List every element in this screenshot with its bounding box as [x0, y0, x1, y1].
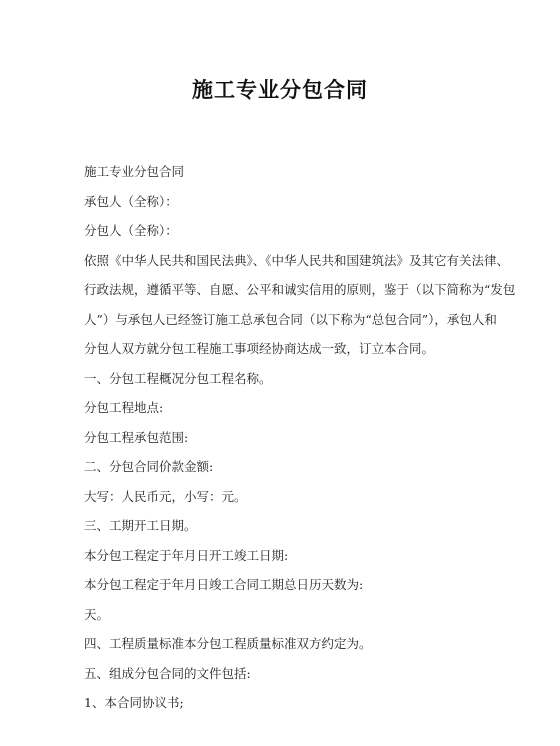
section-4-heading: 四、工程质量标准本分包工程质量标准双方约定为。	[84, 636, 372, 651]
section-5-item-1: 1、本合同协议书;	[84, 695, 184, 710]
document-body	[84, 157, 516, 718]
section-1-heading: 一、分包工程概况分包工程名称。	[84, 370, 272, 386]
document-title: 施工专业分包合同	[192, 77, 368, 102]
intro-line: 分包人双方就分包工程施工事项经协商达成一致，订立本合同。	[84, 341, 435, 356]
intro-line: 行政法规，遵循平等、自愿、公平和诚实信用的原则，鉴于（以下简称为“发包	[84, 282, 516, 297]
intro-paragraph	[84, 246, 516, 364]
section-3-days: 天。	[84, 606, 110, 622]
intro-line: 依照《中华人民共和国民法典》、《中华人民共和国建筑法》及其它有关法律、	[84, 252, 510, 268]
section-3-start-date: 本分包工程定于年月日开工竣工日期:	[84, 547, 289, 563]
section-3-end-date: 本分包工程定于年月日竣工合同工期总日历天数为:	[84, 577, 364, 592]
subcontractor-line: 分包人（全称）：	[84, 223, 178, 238]
contractor-line: 承包人（全称）：	[84, 193, 178, 209]
section-5-heading: 五、组成分包合同的文件包括:	[84, 665, 251, 681]
section-3-heading: 三、工期开工日期。	[84, 518, 197, 533]
section-1-scope: 分包工程承包范围:	[84, 429, 189, 445]
section-1-location: 分包工程地点:	[84, 400, 164, 415]
section-2-amount: 大写：人民币元，小写：元。	[84, 488, 247, 504]
intro-line: 人”）与承包人已经签订施工总承包合同（以下称为“总包合同”），承包人和	[84, 311, 497, 327]
contract-heading-line: 施工专业分包合同	[84, 164, 185, 179]
section-2-heading: 二、分包合同价款金额:	[84, 459, 214, 474]
